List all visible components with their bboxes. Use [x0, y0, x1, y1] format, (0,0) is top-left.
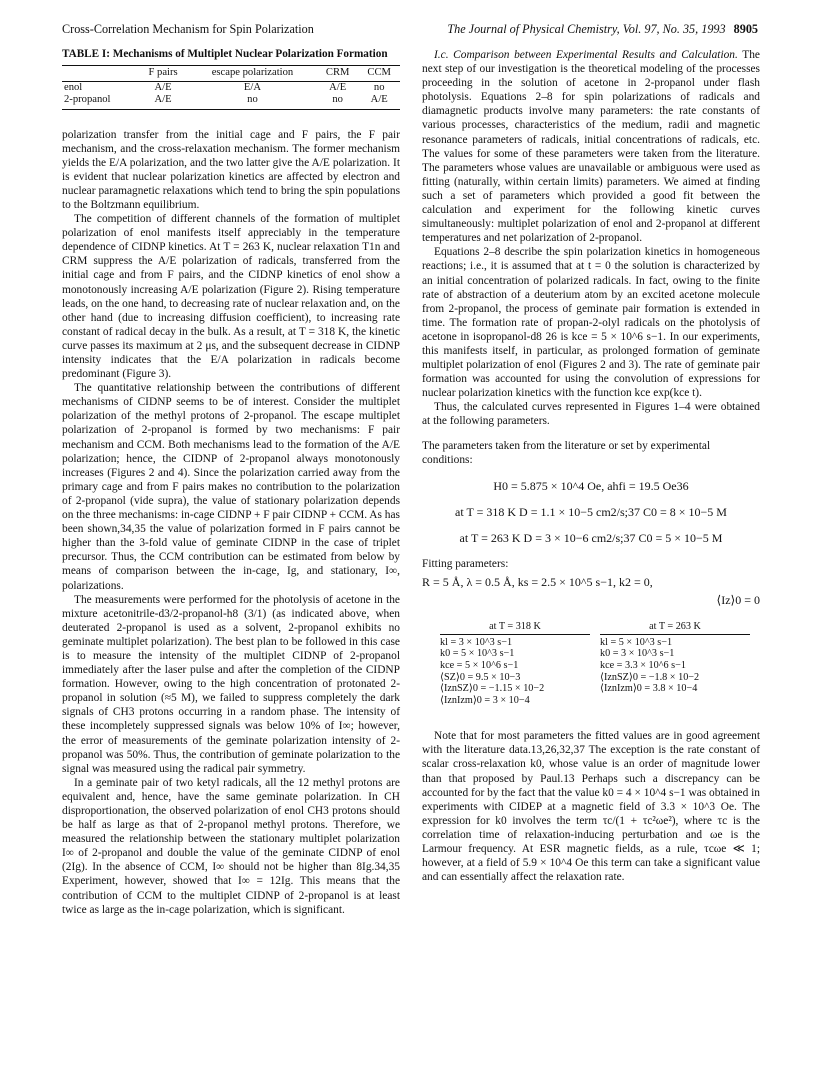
running-header [62, 22, 758, 38]
paragraph: Equations 2–8 describe the spin polarization kinetics in homogeneous reactions; i.e., it is assumed that at t = 0 the solution is characterized by an initial concentration of polarized radicals. In fact, owing to the finite rate of abstraction of a deuterium atom by an excited acetone molecule from 2-propanol, the process of geminate pair formation is extended in time. The formation rate of propan-2-olyl radicals on the photolysis of acetone in isopropanol-d8 26 is kce = 5 × 10^6 s−1. In our experiments, this manifests itself, in particular, as prolonged formation of geminate multiplet polarization of enol (Figures 2 and 3). The rate of geminate pair formation was accounted for using the convolution of expressions for nuclear polarization kinetics with the function kce exp(kce t). [422, 246, 760, 400]
paragraph: The measurements were performed for the photolysis of acetone in the mixture acetonitrile-d3/2-propanol-h8 (3/1) (as indicated above, when deuterated 2-propanol is used as a solvent, 2-propanol exhibits no geminate multiplet polarization). The best plan to be followed in this case is to measure the intensity of the multiplet CIDNP of 2-propanol immediately after the laser pulse and after the completion of the CIDNP formation. However, owing to the high concentration of protonated 2-propanol in solution (≈5 M), we failed to suppress completely the dark signals of CH3 protons occurring in a random phase. The intensity of these incompletely suppressed signals was below 10% of I∞; however, the error of measurements of the geminate polarization intensity of 2-propanol was 50%. Thus, the contribution of geminate polarization to the signal was measured using the radical pair symmetry. [62, 593, 400, 775]
param-row: kce = 3.3 × 10^6 s−1 [600, 660, 686, 672]
table-cell: 2-propanol [62, 94, 138, 109]
param-row: ⟨IznSZ⟩0 = −1.8 × 10−2 [600, 671, 700, 683]
params-318k-head: at T = 318 K [440, 621, 590, 635]
table-caption: TABLE I: Mechanisms of Multiplet Nuclear Polarization Formation [62, 48, 388, 60]
table-cell: A/E [154, 81, 172, 93]
section-heading: I.c. Comparison between Experimental Results and Calculation. [434, 49, 738, 61]
paragraph [422, 48, 760, 245]
param-row: kl = 3 × 10^3 s−1 [440, 636, 513, 648]
equation: H0 = 5.875 × 10^4 Oe, ahfi = 19.5 Oe36 [493, 478, 689, 493]
param-row: ⟨IznIzm⟩0 = 3 × 10−4 [440, 694, 530, 706]
journal-name: The Journal of Physical Chemistry, Vol. 97, No. 35, 1993 [447, 22, 726, 36]
table-cell: no [317, 94, 359, 109]
spacer [422, 429, 760, 439]
paragraph: The competition of different channels of the formation of multiplet polarization of enol manifests itself appreciably in the temperature dependence of CIDNP kinetics. At T = 263 K, nuclear relaxation T1n and CRM suppress the A/E polarization of radicals, transferred from the initial cage and from F pairs, and the CIDNP kinetics of enol show a monotonously increasing A/E polarization (Figure 2). Rising temperature leads, on the one hand, to decreasing rate of nuclear relaxation and, on the other hand (due to increasing diffusion coefficient), to increasing rate constant of radical decay in the bulk. As a result, at T = 318 K, the kinetic curve passes its maximum at 2 μs, and the subsequent decrease in CIDNP intensity indicates that the E/A polarization in radicals become predominant (Figure 3). [62, 213, 400, 381]
paragraph: In a geminate pair of two ketyl radicals, all the 12 methyl protons are equivalent and, hence, have the same geminate polarization. In CH disproportionation, the observed polarization of enol CH3 protons should be half as large as that of 2-propanol methyl protons. Therefore, we measured the relationship between the stationary multiplet polarization I∞ of 2-propanol and double the value of the geminate CIDNP of enol (2Ig). In the absence of CCM, I∞ should not be higher than 8Ig.34,35 Experiment, however, showed that I∞ = 12Ig. This means that the contribution of CCM to the multiplet CIDNP of 2-propanol is at least twice as large as the in-cage polarization, which is significant. [62, 776, 400, 916]
table-header-row [62, 66, 400, 82]
paragraph: Thus, the calculated curves represented in Figures 1–4 were obtained at the following parameters. [422, 401, 760, 428]
mechanisms-table [62, 65, 400, 110]
fitting-params-title: Fitting parameters: [422, 558, 509, 570]
journal-citation [447, 22, 758, 37]
table-cell: enol [64, 81, 83, 93]
param-row: ⟨IznSZ⟩0 = −1.15 × 10−2 [440, 683, 545, 695]
param-row: k0 = 3 × 10^3 s−1 [600, 648, 675, 660]
table-cell: A/E [138, 94, 188, 109]
equation: R = 5 Å, λ = 0.5 Å, ks = 2.5 × 10^5 s−1, k2 = 0, [422, 575, 653, 590]
right-column [422, 48, 760, 884]
table-cell: no [373, 81, 385, 93]
paragraph: The quantitative relationship between the contributions of different mechanisms of CIDNP seems to be of interest. Consider the multiplet polarization of the methyl protons of 2-propanol. The escape multiplet polarization of 2-propanol is formed by two mechanisms: F pair mechanism and CCM. Both mechanisms lead to the formation of the A/E polarization; hence, the CIDNP of 2-propanol always monotonously increases (Figures 2 and 4). Since the polarization carried away from the primary cage and from F pairs makes no contribution to the polarization of 2-propanol (vide supra), the value of stationary polarization depends on the three mechanisms: in-cage CIDNP + F pair CIDNP + CCM. As has been shown,34,35 the value of polarization formed in F pairs cannot be higher than the 3-fold value of geminate CIDNP in the case of triplet precursor. Thus, the CCM contribution can be estimated from below by means of comparison between the in-cage, Ig, and stationary, I∞, polarizations. [62, 382, 400, 592]
params-263k-head: at T = 263 K [600, 621, 750, 635]
equation: at T = 263 K D = 3 × 10−6 cm2/s;37 C0 = 5 × 10−5 M [459, 530, 723, 545]
running-title: Cross-Correlation Mechanism for Spin Polarization [62, 22, 314, 36]
table-header [62, 66, 138, 82]
table-cell: A/E [329, 81, 347, 93]
param-row: k0 = 5 × 10^3 s−1 [440, 648, 515, 660]
paragraph: polarization transfer from the initial cage and F pairs, the F pair mechanism, and the cross-relaxation mechanism. The former mechanism yields the E/A polarization, and the two latter give the A/E polarization. It is evident that nuclear polarization kinetics are affected by electron and nuclear paramagnetic relaxations which tend to bring the spin populations to the Boltzmann equilibrium. [62, 128, 400, 211]
parameter-tables [422, 621, 760, 719]
table-cell: A/E [358, 94, 400, 109]
table-header: escape polarization [188, 66, 317, 82]
table-cell: E/A [243, 81, 261, 93]
table-header: F pairs [138, 66, 188, 82]
paragraph-text: The next step of our investigation is the theoretical modeling of the processes proceeding in the solution of acetone in 2-propanol under flash photolysis. Equations 2–8 for spin polarizations of radicals and diamagnetic products involve many parameters: the rate constants of various processes, characteristics of the medium, radii and magnetic resonance parameters of radicals, initial concentrations of radicals, etc. The values for some of these parameters were taken from the literature. The parameters whose values are unavailable or ambiguous were used as fitting (naturally, within certain limits) parameters. We aimed at finding such a set of parameters which provided a good fit between the calculation and experiment for the following kinetic curves simultaneously: multiplet polarization of enol and 2-propanol at different temperatures and net polarization of 2-propanol. [422, 49, 760, 245]
table-cell: no [188, 94, 317, 109]
params-263k [600, 621, 750, 695]
page-number: 8905 [733, 22, 758, 36]
table-header: CCM [358, 66, 400, 82]
equation: at T = 318 K D = 1.1 × 10−5 cm2/s;37 C0 = 8 × 10−5 M [455, 504, 727, 519]
left-column [62, 48, 400, 917]
table-header: CRM [317, 66, 359, 82]
table-row [62, 81, 400, 94]
param-row: ⟨IznIzm⟩0 = 3.8 × 10−4 [600, 683, 698, 695]
paragraph: Note that for most parameters the fitted values are in good agreement with the literature data.13,26,32,37 The exception is the rate constant of scalar cross-relaxation k0, whose value is an order of magnitude lower than that proposed by Paul.13 Perhaps such a discrepancy can be accounted for by the fact that the value k0 = 4 × 10^4 s−1 was obtained in experiments with CIDEP at a magnetic field of 3.3 × 10^3 Oe. The expression for k0 involves the term τc/(1 + τc²ωe²), where τc is the correlation time of relaxation-inducing perturbation and ωe is the Larmour frequency. At ESR magnetic fields, as a rule, τcωe ≪ 1; however, at a field of 5.9 × 10^4 Oe this term can take a significant value and can essentially affect the relaxation rate. [422, 730, 760, 884]
param-row: kl = 5 × 10^3 s−1 [600, 636, 673, 648]
param-row: ⟨SZ⟩0 = 9.5 × 10−3 [440, 671, 521, 683]
literature-params-title: The parameters taken from the literature or set by experimental conditions: [422, 439, 711, 466]
param-row: kce = 5 × 10^6 s−1 [440, 660, 519, 672]
params-318k [440, 621, 590, 706]
table-row [62, 94, 400, 109]
equation: ⟨Iz⟩0 = 0 [716, 593, 760, 608]
